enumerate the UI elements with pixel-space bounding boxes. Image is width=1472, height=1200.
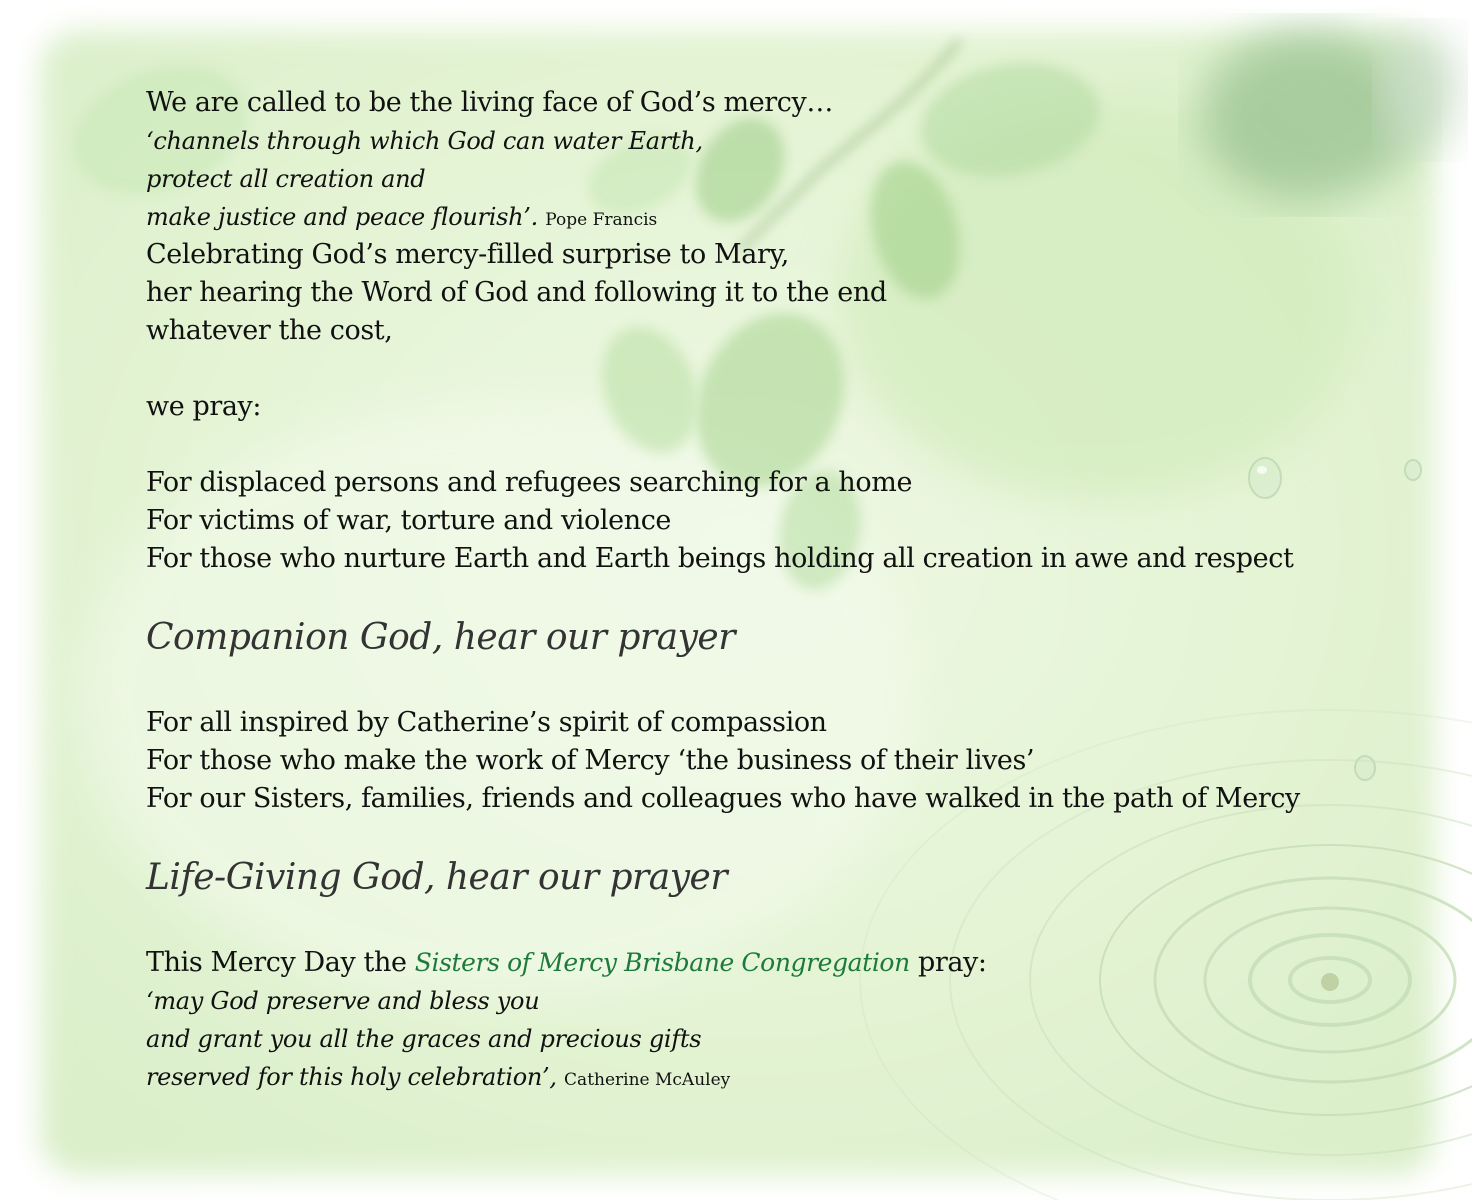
intro-line: whatever the cost,: [146, 315, 393, 346]
mcauley-quote-line: [146, 1058, 1346, 1096]
response-companion-god: Companion God, hear our prayer: [146, 617, 735, 658]
petition-line: For our Sisters, families, friends and colleagues who have walked in the path of Mercy: [146, 783, 1300, 814]
spacer: [146, 350, 1346, 388]
pope-quote-line: ‘channels through which God can water Earth,: [146, 127, 703, 155]
closing-line: [146, 944, 1346, 982]
spacer: [146, 908, 1346, 944]
mcauley-quote-line: ‘may God preserve and bless you: [146, 987, 540, 1015]
closing-prefix: This Mercy Day the: [146, 947, 407, 978]
congregation-name: Sisters of Mercy Brisbane Congregation: [414, 948, 910, 977]
we-pray-line: we pray:: [146, 391, 262, 422]
mcauley-quote-text: reserved for this holy celebration’,: [146, 1063, 557, 1091]
spacer: [146, 818, 1346, 848]
pope-quote-line: protect all creation and: [146, 165, 426, 193]
closing-suffix: pray:: [917, 947, 987, 978]
intro-line: her hearing the Word of God and following it to the end: [146, 277, 887, 308]
mcauley-quote-line: and grant you all the graces and precious gifts: [146, 1025, 702, 1053]
petition-line: For all inspired by Catherine’s spirit of compassion: [146, 707, 827, 738]
spacer: [146, 578, 1346, 608]
pope-quote-attribution: Pope Francis: [545, 210, 658, 230]
intro-line: Celebrating God’s mercy-filled surprise to Mary,: [146, 239, 789, 270]
pope-quote-line: [146, 198, 1346, 236]
pope-quote-text: make justice and peace flourish’.: [146, 203, 538, 231]
spacer: [146, 668, 1346, 704]
petition-line: For victims of war, torture and violence: [146, 505, 672, 536]
response-life-giving-god: Life-Giving God, hear our prayer: [146, 857, 728, 898]
intro-line: We are called to be the living face of God’s mercy…: [146, 87, 833, 118]
spacer: [146, 426, 1346, 464]
petition-line: For those who make the work of Mercy ‘the business of their lives’: [146, 745, 1035, 776]
petition-line: For displaced persons and refugees searching for a home: [146, 467, 913, 498]
prayer-text: [146, 84, 1346, 1096]
mcauley-quote-attribution: Catherine McAuley: [564, 1070, 731, 1090]
petition-line: For those who nurture Earth and Earth beings holding all creation in awe and respect: [146, 543, 1294, 574]
